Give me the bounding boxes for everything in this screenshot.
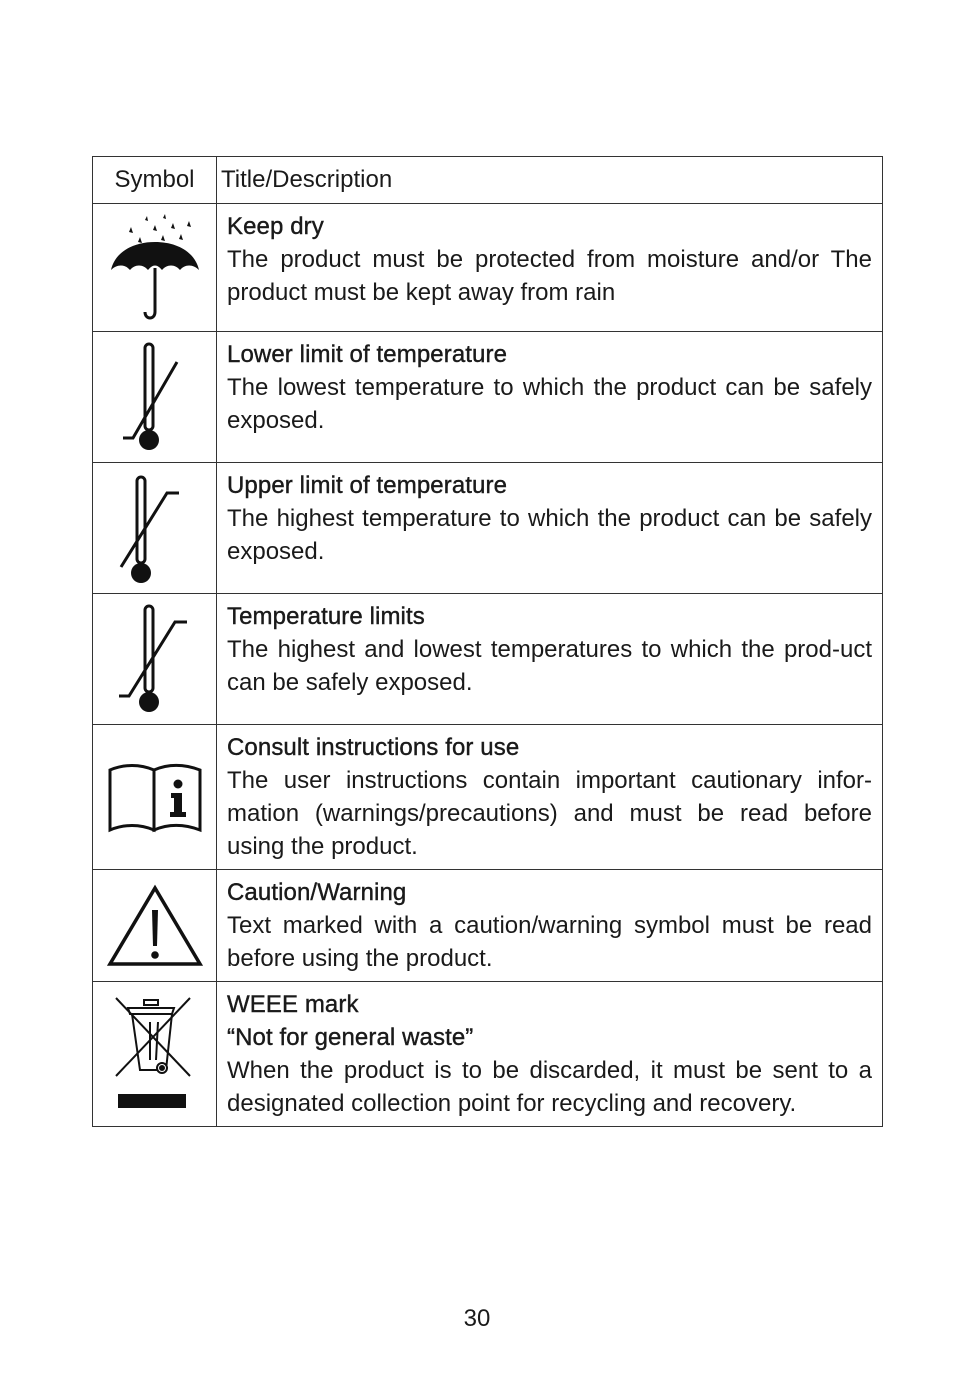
symbol-cell — [93, 594, 217, 725]
consult-instructions-icon — [106, 760, 204, 834]
description-cell — [217, 725, 883, 870]
table-row — [93, 332, 883, 463]
page-number: 30 — [463, 1305, 491, 1332]
symbol-cell — [93, 870, 217, 982]
description-cell — [217, 332, 883, 463]
row-title: Lower limit of temperature — [227, 341, 508, 368]
row-text: The user instructions contain important cautionary infor-mation (warnings/precautions) and must be read before using the product. — [227, 767, 872, 860]
symbol-cell — [93, 332, 217, 463]
table-row — [93, 870, 883, 982]
symbol-cell — [93, 725, 217, 870]
row-text: When the product is to be discarded, it must be sent to a designated collection point for recycling and recovery. — [227, 1057, 872, 1117]
row-title: WEEE mark — [227, 991, 359, 1018]
thermometer-lower-limit-icon — [115, 340, 195, 454]
row-text: The product must be protected from moisture and/or The product must be kept away from rain — [227, 246, 872, 306]
description-cell — [217, 982, 883, 1127]
table-row — [93, 594, 883, 725]
thermometer-limits-icon — [115, 602, 195, 716]
description-cell — [217, 204, 883, 332]
row-text: The highest temperature to which the product can be safely exposed. — [227, 505, 872, 565]
row-title: Upper limit of temperature — [227, 472, 508, 499]
table-row — [93, 725, 883, 870]
row-text: The lowest temperature to which the product can be safely exposed. — [227, 374, 872, 434]
row-title: Keep dry — [227, 213, 324, 240]
row-title: Consult instructions for use — [227, 734, 520, 761]
table-header-row — [93, 157, 883, 204]
weee-crossed-bin-icon — [110, 996, 200, 1112]
row-subtitle: “Not for general waste” — [227, 1024, 474, 1051]
umbrella-rain-icon — [105, 212, 205, 324]
description-cell — [217, 463, 883, 594]
symbol-cell — [93, 204, 217, 332]
table-row — [93, 463, 883, 594]
table-row — [93, 204, 883, 332]
description-cell — [217, 870, 883, 982]
row-text: Text marked with a caution/warning symbol must be read before using the product. — [227, 912, 872, 972]
header-description: Title/Description — [217, 157, 883, 204]
row-title: Temperature limits — [227, 603, 425, 630]
table-row — [93, 982, 883, 1127]
header-symbol: Symbol — [93, 157, 217, 204]
row-text: The highest and lowest temperatures to which the prod-uct can be safely exposed. — [227, 636, 872, 696]
symbol-cell — [93, 463, 217, 594]
symbol-cell — [93, 982, 217, 1127]
description-cell — [217, 594, 883, 725]
symbols-table — [92, 156, 883, 1127]
thermometer-upper-limit-icon — [115, 471, 195, 585]
caution-warning-icon — [106, 884, 204, 968]
row-title: Caution/Warning — [227, 879, 407, 906]
